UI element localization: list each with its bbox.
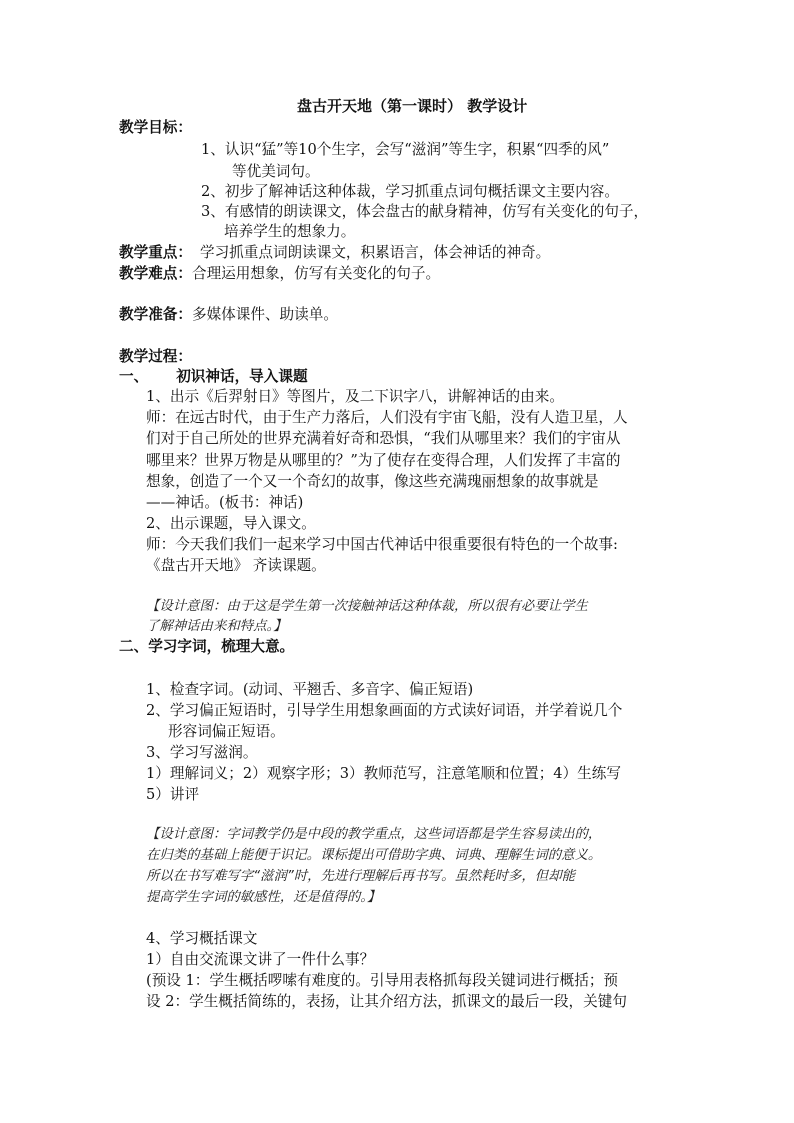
difficulties [119, 264, 440, 284]
section2-line: 1）自由交流课文讲了一件什么事？ [146, 951, 375, 968]
section1-line: 《盘古开天地》 齐读课题。 [146, 557, 326, 574]
document-title: 盘古开天地（第一课时） 教学设计 [297, 97, 528, 115]
section2-line: (预设 1：学生概括啰嗦有难度的。引导用表格抓每段关键词进行概括；预 [146, 972, 619, 989]
section2-line: 5）讲评 [146, 786, 200, 803]
section2-line: 1、检查字词。(动词、平翘舌、多音字、偏正短语) [146, 681, 474, 698]
difficulties-label: 教学难点： [119, 265, 192, 282]
process-label: 教学过程： [119, 348, 192, 365]
objective-line: 等优美词句。 [232, 163, 320, 180]
difficulties-text: 合理运用想象，仿写有关变化的句子。 [191, 265, 441, 282]
section2-line: 4、学习概括课文 [146, 930, 258, 947]
preparation-text: 多媒体课件、助读单。 [191, 306, 338, 323]
key-points-text: 学习抓重点词朗读课文，积累语言，体会神话的神奇。 [199, 244, 551, 261]
section1-line: 师：今天我们我们一起来学习中国古代神话中很重要很有特色的一个故事: [146, 536, 618, 553]
design-note: 所以在书写难写字“滋润”时，先进行理解后再书写。虽然耗时多，但却能 [146, 869, 575, 884]
section2-line: 形容词偏正短语。 [168, 723, 285, 740]
section2-line: 设 2：学生概括简练的，表扬，让其介绍方法，抓课文的最后一段，关键句 [146, 993, 627, 1010]
key-points [119, 243, 550, 263]
key-points-label: 教学重点： [119, 244, 192, 261]
objectives-label: 教学目标： [119, 119, 192, 136]
preparation [119, 305, 338, 325]
section2-line: 3、学习写滋润。 [146, 744, 258, 761]
objective-line: 3、有感情的朗读课文，体会盘古的献身精神，仿写有关变化的句子， [201, 203, 649, 220]
design-note: 在归类的基础上能便于识记。课标提出可借助字典、词典、理解生词的意义。 [146, 848, 602, 863]
section1-line: 想象，创造了一个又一个奇幻的故事，像这些充满瑰丽想象的故事就是 [146, 473, 599, 490]
section1-line: 师：在远古时代，由于生产力落后，人们没有宇宙飞船，没有人造卫星，人 [146, 409, 628, 426]
section2-line: 1）理解词义；2）观察字形；3）教师范写，注意笔顺和位置；4）生练写 [146, 765, 621, 782]
section1-line: 2、出示课题，导入课文。 [146, 515, 316, 532]
objective-line: 培养学生的想象力。 [224, 223, 356, 240]
design-note: 了解神话由来和特点。】 [146, 619, 287, 634]
objective-line: 2、初步了解神话这种体裁，学习抓重点词句概括课文主要内容。 [201, 183, 619, 200]
design-note: 【设计意图：字词教学仍是中段的教学重点，这些词语都是学生容易读出的， [146, 827, 602, 842]
design-note: 【设计意图：由于这是学生第一次接触神话这种体裁，所以很有必要让学生 [146, 599, 588, 614]
preparation-label: 教学准备： [119, 306, 192, 323]
section1-line: ——神话。(板书：神话) [146, 494, 304, 511]
section2-heading: 二、学习字词，梳理大意。 [119, 638, 295, 655]
section1-number: 一、 [119, 368, 149, 385]
section1-heading [119, 367, 308, 387]
section1-line: 哪里来？世界万物是从哪里的？”为了使存在变得合理，人们发挥了丰富的 [146, 452, 621, 469]
section1-title: 初识神话，导入课题 [176, 368, 308, 385]
section2-line: 2、学习偏正短语时，引导学生用想象画面的方式读好词语，并学着说几个 [146, 702, 623, 719]
section1-line: 们对于自己所处的世界充满着好奇和恐惧，“我们从哪里来？我们的宇宙从 [146, 430, 621, 447]
section1-line: 1、出示《后羿射日》等图片，及二下识字八，讲解神话的由来。 [146, 388, 564, 405]
design-note: 提高学生字词的敏感性，还是值得的。】 [146, 890, 381, 905]
objective-line: 1、认识“猛”等10个生字，会写“滋润”等生字，积累“四季的风” [201, 141, 610, 158]
